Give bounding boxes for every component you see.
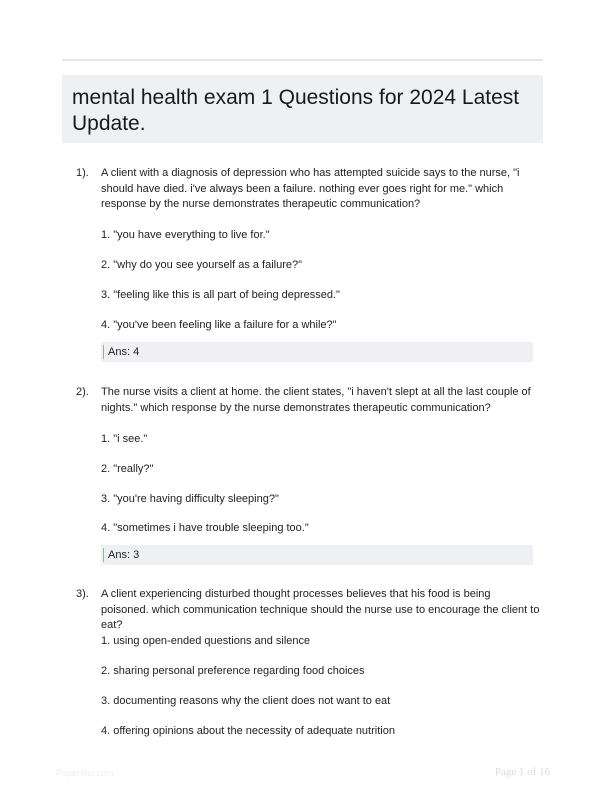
question-text: A client with a diagnosis of depression who has attempted suicide says to the nurse, "i should have died. i've always been a failure. nothing ever goes right for me." which response by the nurse demonstrates therapeutic communication?: [101, 167, 520, 210]
answer-box: Ans: 3: [101, 545, 533, 565]
question-number: 3).: [76, 588, 89, 600]
option-3: 3. "feeling like this is all part of being depressed.": [101, 289, 340, 301]
question-text: The nurse visits a client at home. the client states, "i haven't slept at all the last couple of nights." which response by the nurse demonstrates therapeutic communication?: [101, 386, 531, 414]
option-2: 2. "really?": [101, 463, 154, 475]
footer-watermark: Paper9tic.com: [56, 768, 114, 778]
question-number: 2).: [76, 386, 89, 398]
option-1: 1. using open-ended questions and silence: [101, 635, 311, 647]
header-divider: [62, 59, 543, 61]
option-4: 4. offering opinions about the necessity of adequate nutrition: [101, 725, 395, 737]
option-1: 1. "you have everything to live for.": [101, 229, 270, 241]
option-4: 4. "you've been feeling like a failure for a while?": [101, 319, 337, 331]
option-2: 2. "why do you see yourself as a failure?": [101, 259, 303, 271]
question-text: A client experiencing disturbed thought processes believes that his food is being poisoned. which communication technique should the nurse use to encourage the client to eat?: [101, 588, 540, 631]
option-4: 4. "sometimes i have trouble sleeping too.": [101, 522, 309, 534]
option-1: 1. "i see.": [101, 433, 148, 445]
document-title: mental health exam 1 Questions for 2024 Latest Update.: [72, 86, 520, 135]
page-number: Page 1 of 16: [494, 766, 550, 778]
option-3: 3. "you're having difficulty sleeping?": [101, 493, 279, 505]
title-banner: [62, 75, 543, 143]
question-number: 1).: [76, 167, 89, 179]
answer-box: Ans: 4: [101, 342, 533, 362]
option-3: 3. documenting reasons why the client does not want to eat: [101, 695, 391, 707]
option-2: 2. sharing personal preference regarding food choices: [101, 665, 365, 677]
